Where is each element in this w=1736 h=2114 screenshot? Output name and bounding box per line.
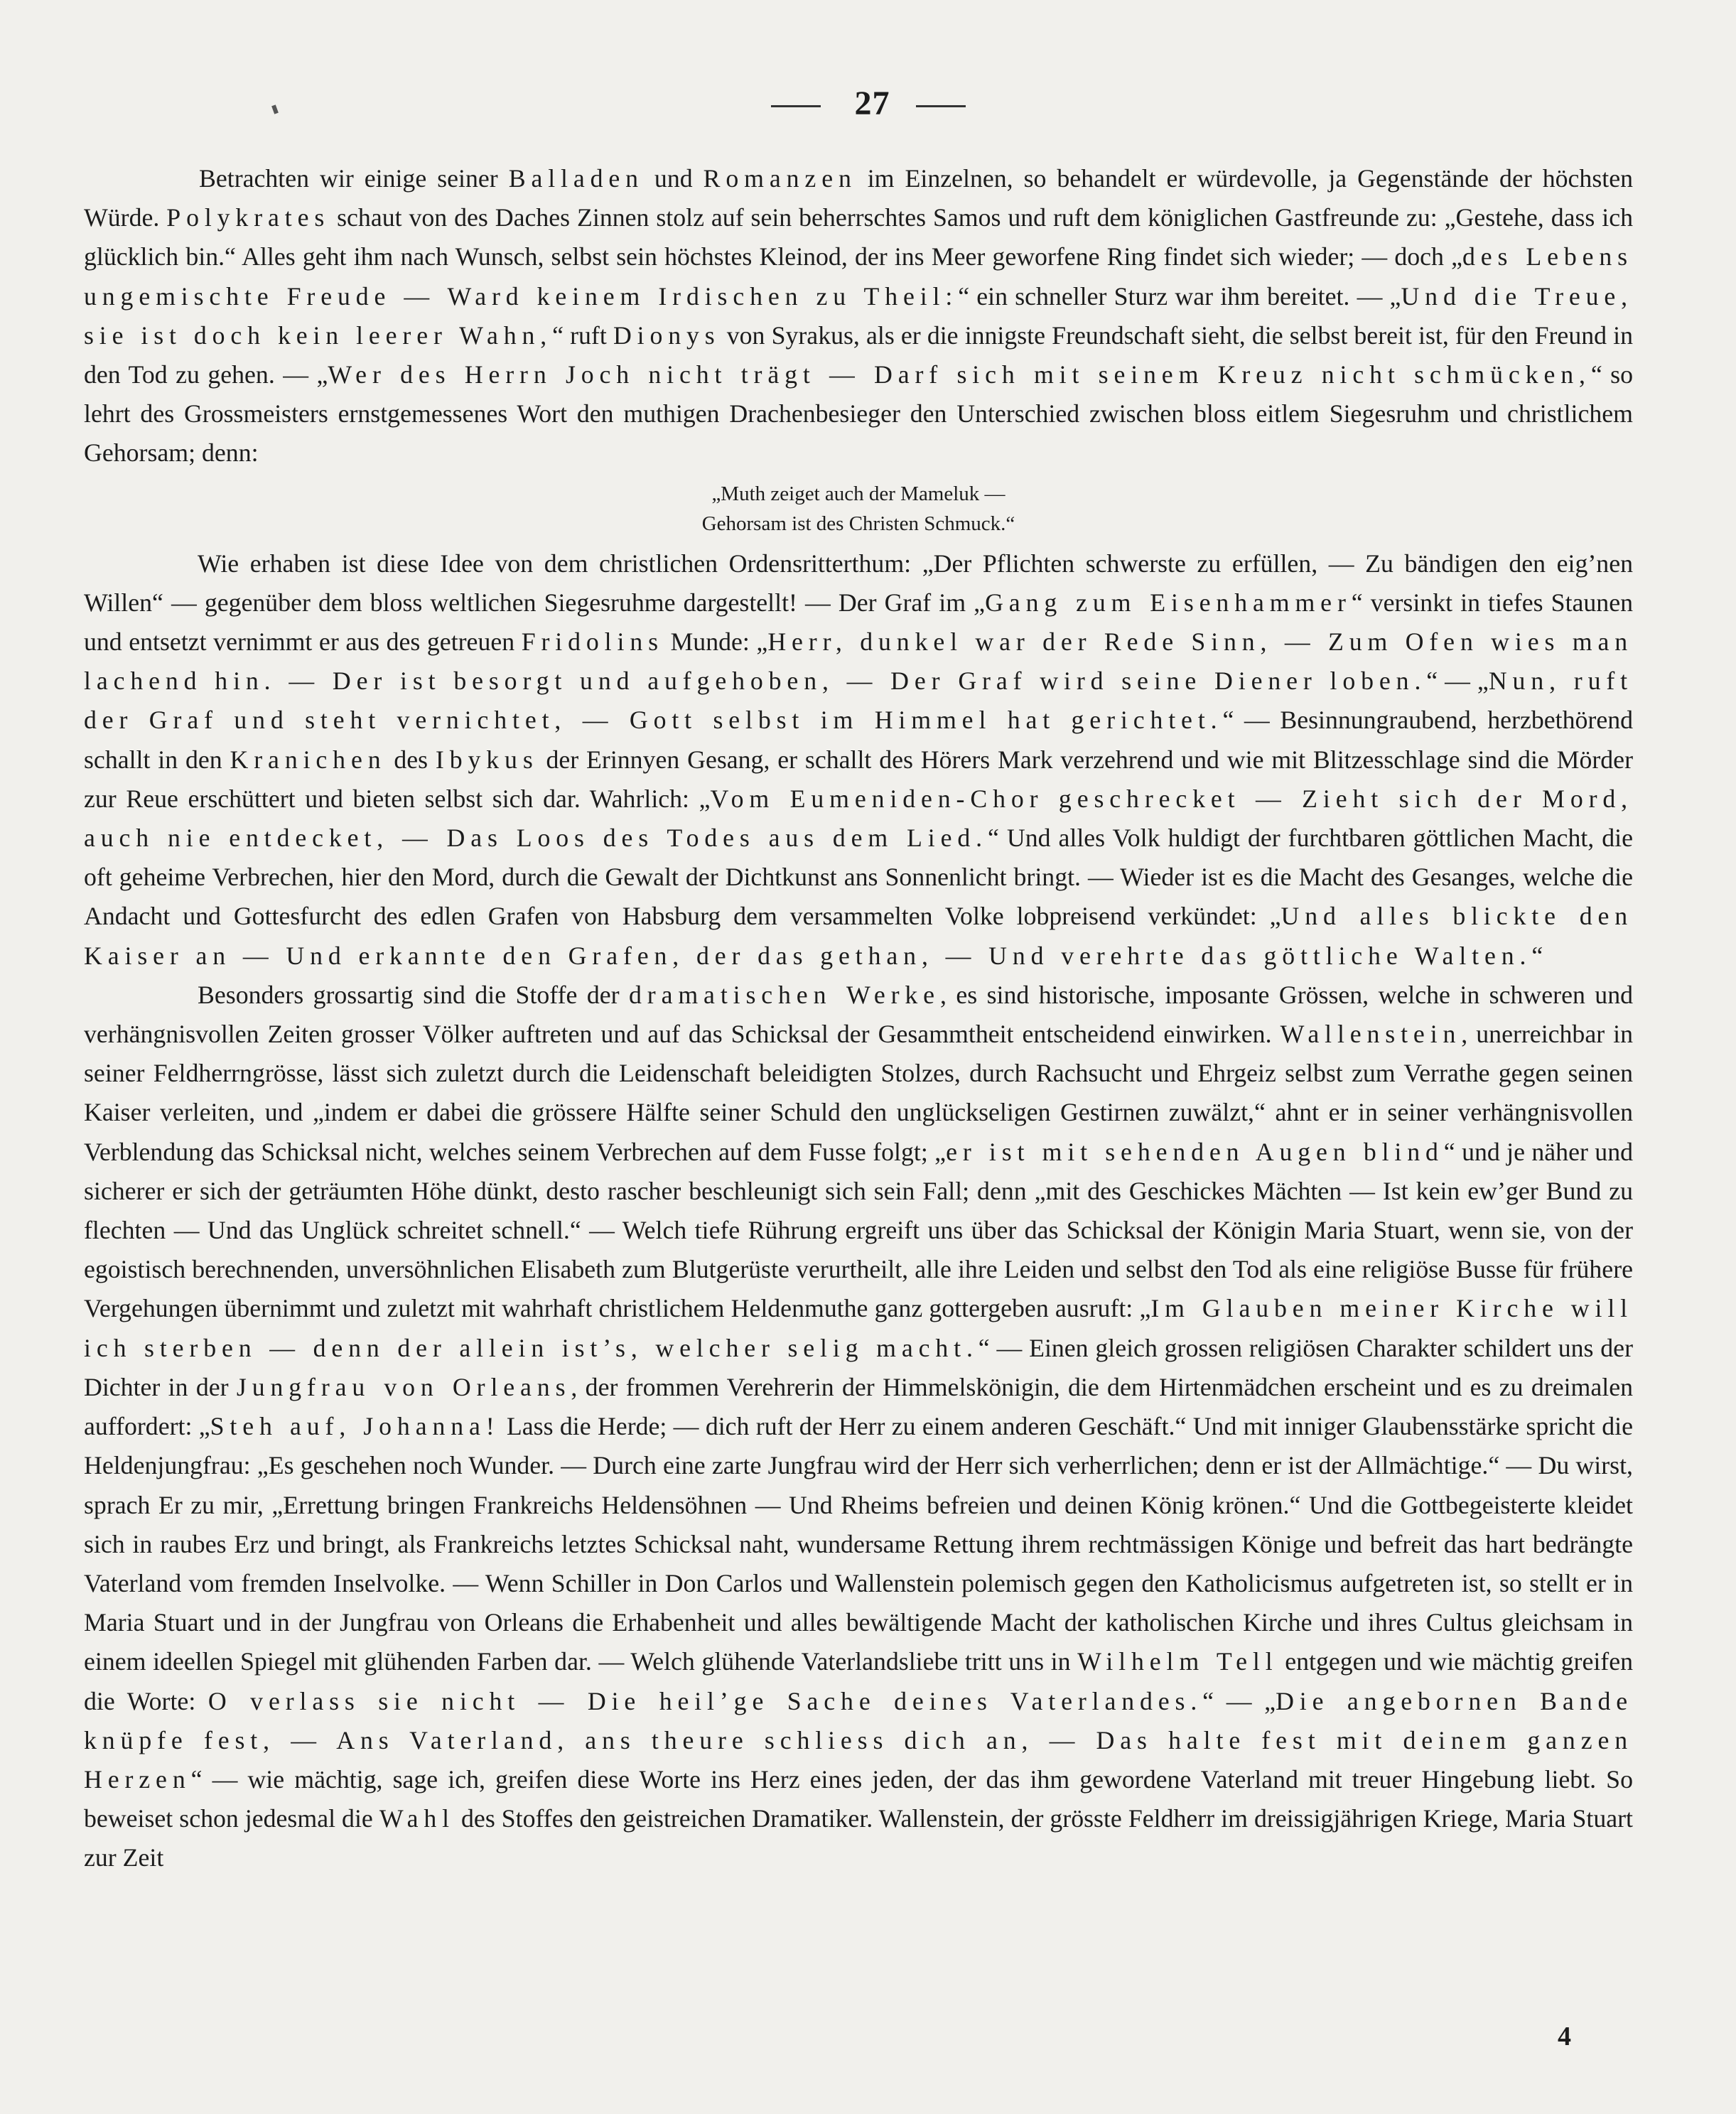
text-run: , es sind historische, imposante Grössen, welche in schweren und verhängnisvollen Zeiten grosser Völker auftreten und auf das Schicksal der Gesammtheit entscheidend einwirken. [84,980,1634,1049]
page-number-header [0,84,1736,123]
text-run: Lass die Herde; — dich ruft der Herr zu einem anderen Geschäft.“ Und mit inniger Glaubensstärke spricht die Heldenjungfrau: „Es geschehen noch Wunder. — Durch eine zarte Jungfrau wird der Herr sich verherrlichen; denn er ist der Allmächtige.“ — Du wirst, sprach Er zu mir, „Errettung bringen Frankreichs Heldensöhnen — Und Rheims befreien und deinen König krönen.“ Und die Gottbegeisterte kleidet sich in raubes Erz und bringt, als Frankreichs letztes Schicksal naht, wundersame Rettung ihrem rechtmässigen Könige und befreit das hart bedrängte Vaterland vom fremden Inselvolke. — Wenn Schiller in Don Carlos und Wallenstein polemisch gegen den Katholicismus aufgetreten ist, so stellt er in Maria Stuart und in der Jungfrau von Orleans die Erhabenheit und alles bewältigende Macht der katholischen Kirche und ihres Cultus gleichsam in einem ideellen Spiegel mit glühenden Farben dar. — Welch glühende Vaterlandsliebe tritt uns in [84,1412,1633,1676]
spaced-emphasis-text: Nun, ruft der Graf und steht vernichtet, — Gott selbst im Himmel hat gerichtet. [84,667,1633,735]
spaced-emphasis-text: Vom Eumeniden-Chor geschrecket — Zieht sich der Mord, auch nie entdecket, — Das Loos des Todes aus dem Lied. [84,784,1633,853]
text-run: “ ein schneller Sturz war ihm bereitet. — „ [958,281,1401,311]
header-rule-right [916,105,966,107]
text-run: der Erinnyen Gesang, er schallt des Hörers Mark verzehrend und wie mit Blitzesschlage sind die Mörder zur Reue erschüttert und bieten selbst sich dar. Wahrlich: „ [84,745,1633,813]
text-run: “ so lehrt des Grossmeisters ernstgemessenes Wort den muthigen Drachenbesieger den Unterschied zwischen bloss eitlem Siegesruhm und christlichem Gehorsam; denn: [84,360,1634,468]
spaced-emphasis-text: Dionys [613,320,721,350]
text-run: “ — wie mächtig, sage ich, greifen diese Worte ins Herz eines jeden, der das ihm gewordene Vaterland mit treuer Hingebung liebt. So beweiset schon jedesmal die [84,1764,1633,1833]
spaced-emphasis-text: Die angebornen Bande knüpfe fest, — Ans Vaterland, ans theure schliess dich an, — Das halte fest mit deinem ganzen Herzen [84,1686,1634,1794]
text-run: Betrachten wir einige seiner [199,164,509,193]
text-run: Wie erhaben ist diese Idee von dem christlichen Ordensritterthum: „Der Pflichten schwerste zu erfüllen, — Zu bändigen den eig’nen Willen“ — gegenüber dem bloss weltlichen Siegesruhme dargestellt! — Der Graf im „ [84,549,1633,617]
text-run: “ Und alles Volk huldigt der furchtbaren göttlichen Macht, die oft geheime Verbrechen, hier den Mord, durch die Gewalt der Dichtkunst ans Sonnenlicht bringt. — Wieder ist es die Macht des Gesanges, welche die Andacht und Gottesfurcht des edlen Grafen von Habsburg dem versammelten Volke lobpreisend verkündet: „ [84,824,1633,931]
verse-line-1: „Muth zeiget auch der Mameluk — [711,482,1006,505]
text-run: “ und je näher und sicherer er sich der geträumten Höhe dünkt, desto rascher beschleunigt sich sein Fall; denn „mit des Geschickes Mächten — Ist kein ew’ger Bund zu flechten — Und das Unglück schreitet schnell.“ — Welch tiefe Rührung ergreift uns über das Schicksal der Königin Maria Stuart, wenn sie, von der egoistisch berechnenden, unversöhnlichen Elisabeth zum Blutgerüste verurtheilt, alle ihre Leiden und selbst den Tod als eine religiöse Busse für frühere Vergehungen übernimmt und zuletzt mit wahrhaft christlichem Heldenmuthe ganz gottergeben ausruft: „ [84,1137,1633,1323]
spaced-emphasis-text: Wilhelm Tell [1077,1647,1278,1676]
spaced-emphasis-text: O verlass sie nicht — Die heil’ge Sache deines Vaterlandes. [207,1686,1203,1715]
text-run: des [386,745,436,774]
spaced-emphasis-text: Wahl [379,1804,455,1833]
body-text [84,159,1633,1878]
text-run: “ — Besinnungraubend, herzbethörend schallt in den [84,706,1633,774]
spaced-emphasis-text: Balladen [508,164,644,193]
header-rule-left [771,105,821,107]
verse-quote [84,479,1633,539]
spaced-emphasis-text: Steh auf, Johanna! [210,1412,500,1441]
paragraph-3 [84,976,1633,1878]
text-run: “ — Einen gleich grossen religiösen Charakter schildert uns der Dichter in der [84,1333,1633,1401]
text-run: “ — „ [1202,1686,1276,1715]
text-run: im Einzelnen, so behandelt er würdevolle, ja Gegenstände der höchsten Würde. [84,164,1633,232]
spaced-emphasis-text: Im Glauben meiner Kirche will ich sterben — denn der allein ist’s, welcher selig macht. [84,1294,1634,1362]
text-run: , der frommen Verehrerin der Himmelskönigin, die dem Hirtenmädchen erscheint und es zu dreimalen auffordert: „ [84,1372,1633,1441]
text-run: “ — „ [1426,667,1489,696]
spaced-emphasis-text: er ist mit sehenden Augen blind [946,1137,1444,1166]
text-run: “ versinkt in tiefes Staunen und entsetzt vernimmt er aus des getreuen [84,588,1633,657]
paragraph-1 [84,159,1633,473]
printer-signature: 4 [1558,2022,1571,2051]
spaced-emphasis-text: dramatischen Werke [629,980,940,1009]
page-number: 27 [854,85,890,122]
text-run: und [643,164,703,193]
text-run: , unerreichbar in seiner Feldherrngrösse, lässt sich zuletzt durch die Leidenschaft beleidigten Stolzes, durch Rachsucht und Ehrgeiz selbst zum Verrathe gegen seinen Kaiser verleiten, und „indem er dabei die grössere Hälfte seiner Schuld den unglückseligen Gestirnen zuwälzt,“ ahnt er in seiner verhängnisvollen Verblendung das Schicksal nicht, welches seinem Verbrechen auf dem Fusse folgt; „ [84,1020,1634,1166]
text-run: des Stoffes den geistreichen Dramatiker. Wallenstein, der grösste Feldherr im dreissigjährigen Kriege, Maria Stuart zur Zeit [84,1804,1633,1872]
text-run: “ [1531,941,1543,970]
spaced-emphasis-text: Und alles blickte den Kaiser an — Und erkannte den Grafen, der das gethan, — Und verehrte das göttliche Walten. [84,902,1634,970]
text-run: entgegen und wie mächtig greifen die Worte: [84,1647,1633,1715]
spaced-emphasis-text: Polykrates [166,203,330,232]
paragraph-2 [84,544,1633,976]
text-run: Besonders grossartig sind die Stoffe der [198,980,629,1009]
spaced-emphasis-text: Jungfrau von Orleans [236,1372,571,1401]
spaced-emphasis-text: Fridolins [521,627,664,657]
spaced-emphasis-text: Wer des Herrn Joch nicht trägt — Darf sich mit seinem Kreuz nicht schmücken, [328,360,1591,389]
spaced-emphasis-text: Kranichen [230,745,387,774]
text-run: schaut von des Daches Zinnen stolz auf sein beherrschtes Samos und ruft dem königlichen Gastfreunde zu: „Gestehe, dass ich glücklich bin.“ Alles geht ihm nach Wunsch, selbst sein höchstes Kleinod, der ins Meer geworfene Ring findet sich wieder; — doch „ [84,203,1634,271]
text-run: “ ruft [552,320,613,350]
text-run: von Syrakus, als er die innigste Freundschaft sieht, die selbst bereit ist, für den Freund in den Tod zu gehen. — „ [84,320,1633,389]
spaced-emphasis-text: Romanzen [703,164,857,193]
spaced-emphasis-text: Herr, dunkel war der Rede Sinn, — Zum Ofen wies man lachend hin. — Der ist besorgt und aufgehoben, — Der Graf wird seine Diener loben. [84,627,1633,696]
spaced-emphasis-text: Gang zum Eisenhammer [985,588,1352,617]
spaced-emphasis-text: des Lebens ungemischte Freude — Ward keinem Irdischen zu Theil: [84,242,1633,311]
spaced-emphasis-text: Ibykus [435,745,539,774]
spaced-emphasis-text: Und die Treue, sie ist doch kein leerer Wahn, [84,281,1633,350]
verse-line-2: Gehorsam ist des Christen Schmuck.“ [701,512,1015,535]
spaced-emphasis-text: Wallenstein [1280,1020,1462,1049]
text-run: Munde: „ [663,627,768,657]
